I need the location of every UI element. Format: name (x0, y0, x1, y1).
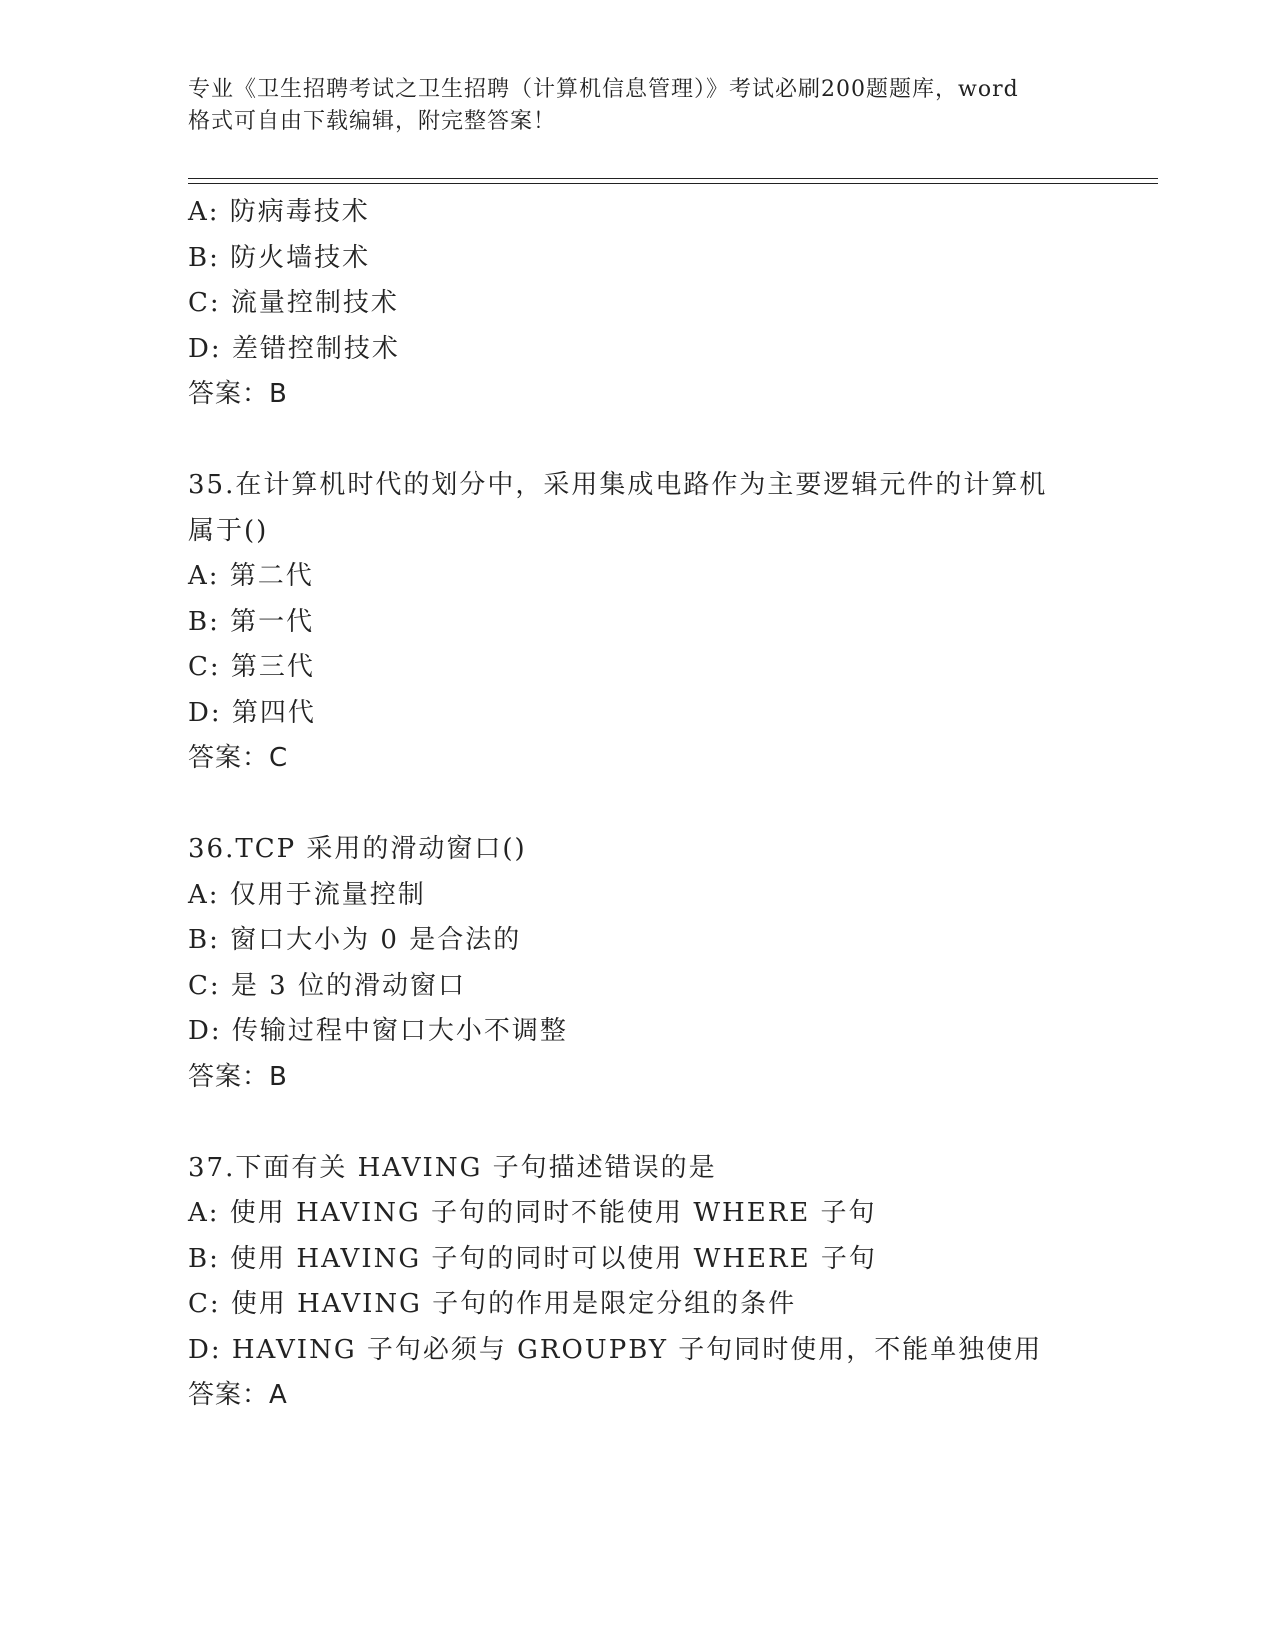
header-line-1: 专业《卫生招聘考试之卫生招聘（计算机信息管理）》考试必刷200题题库，word (188, 77, 1019, 102)
question-35 (188, 463, 1168, 782)
answer: 答案：B (188, 1061, 288, 1092)
question-stem-line-1: 35.在计算机时代的划分中，采用集成电路作为主要逻辑元件的计算机 (188, 470, 1048, 500)
option-a: A: 仅用于流量控制 (188, 879, 426, 910)
option-c: C: 流量控制技术 (188, 288, 399, 318)
question-36 (188, 827, 1168, 1100)
spacer (188, 1100, 1168, 1146)
spacer (188, 418, 1168, 464)
option-c: C: 使用 HAVING 子句的作用是限定分组的条件 (188, 1289, 797, 1319)
option-b: B: 使用 HAVING 子句的同时可以使用 WHERE 子句 (188, 1243, 877, 1274)
question-stem: 36.TCP 采用的滑动窗口() (188, 834, 527, 864)
spacer (188, 782, 1168, 828)
option-c: C: 第三代 (188, 652, 315, 682)
option-b: B: 窗口大小为 0 是合法的 (188, 925, 522, 955)
option-c: C: 是 3 位的滑动窗口 (188, 970, 466, 1001)
option-d: D: 差错控制技术 (188, 333, 400, 364)
question-stem: 37.下面有关 HAVING 子句描述错误的是 (188, 1152, 717, 1183)
answer: 答案：A (188, 1380, 288, 1410)
question-34 (188, 190, 1168, 418)
answer: 答案：C (188, 743, 289, 773)
header-line-2: 格式可自由下载编辑，附完整答案！ (188, 109, 557, 134)
question-stem-line-2: 属于() (188, 515, 269, 546)
option-a: A: 使用 HAVING 子句的同时不能使用 WHERE 子句 (188, 1198, 877, 1228)
answer: 答案：B (188, 379, 288, 409)
header-divider-top (188, 178, 1158, 179)
option-b: B: 防火墙技术 (188, 242, 371, 273)
option-d: D: 传输过程中窗口大小不调整 (188, 1016, 568, 1046)
question-37 (188, 1146, 1168, 1419)
option-d: D: HAVING 子句必须与 GROUPBY 子句同时使用，不能单独使用 (188, 1334, 1043, 1365)
option-b: B: 第一代 (188, 606, 315, 637)
option-a: A: 第二代 (188, 561, 314, 591)
option-a: A: 防病毒技术 (188, 197, 370, 227)
option-d: D: 第四代 (188, 697, 316, 728)
question-list (188, 190, 1168, 1419)
header-divider-bottom (188, 183, 1158, 184)
document-header (188, 74, 1088, 138)
